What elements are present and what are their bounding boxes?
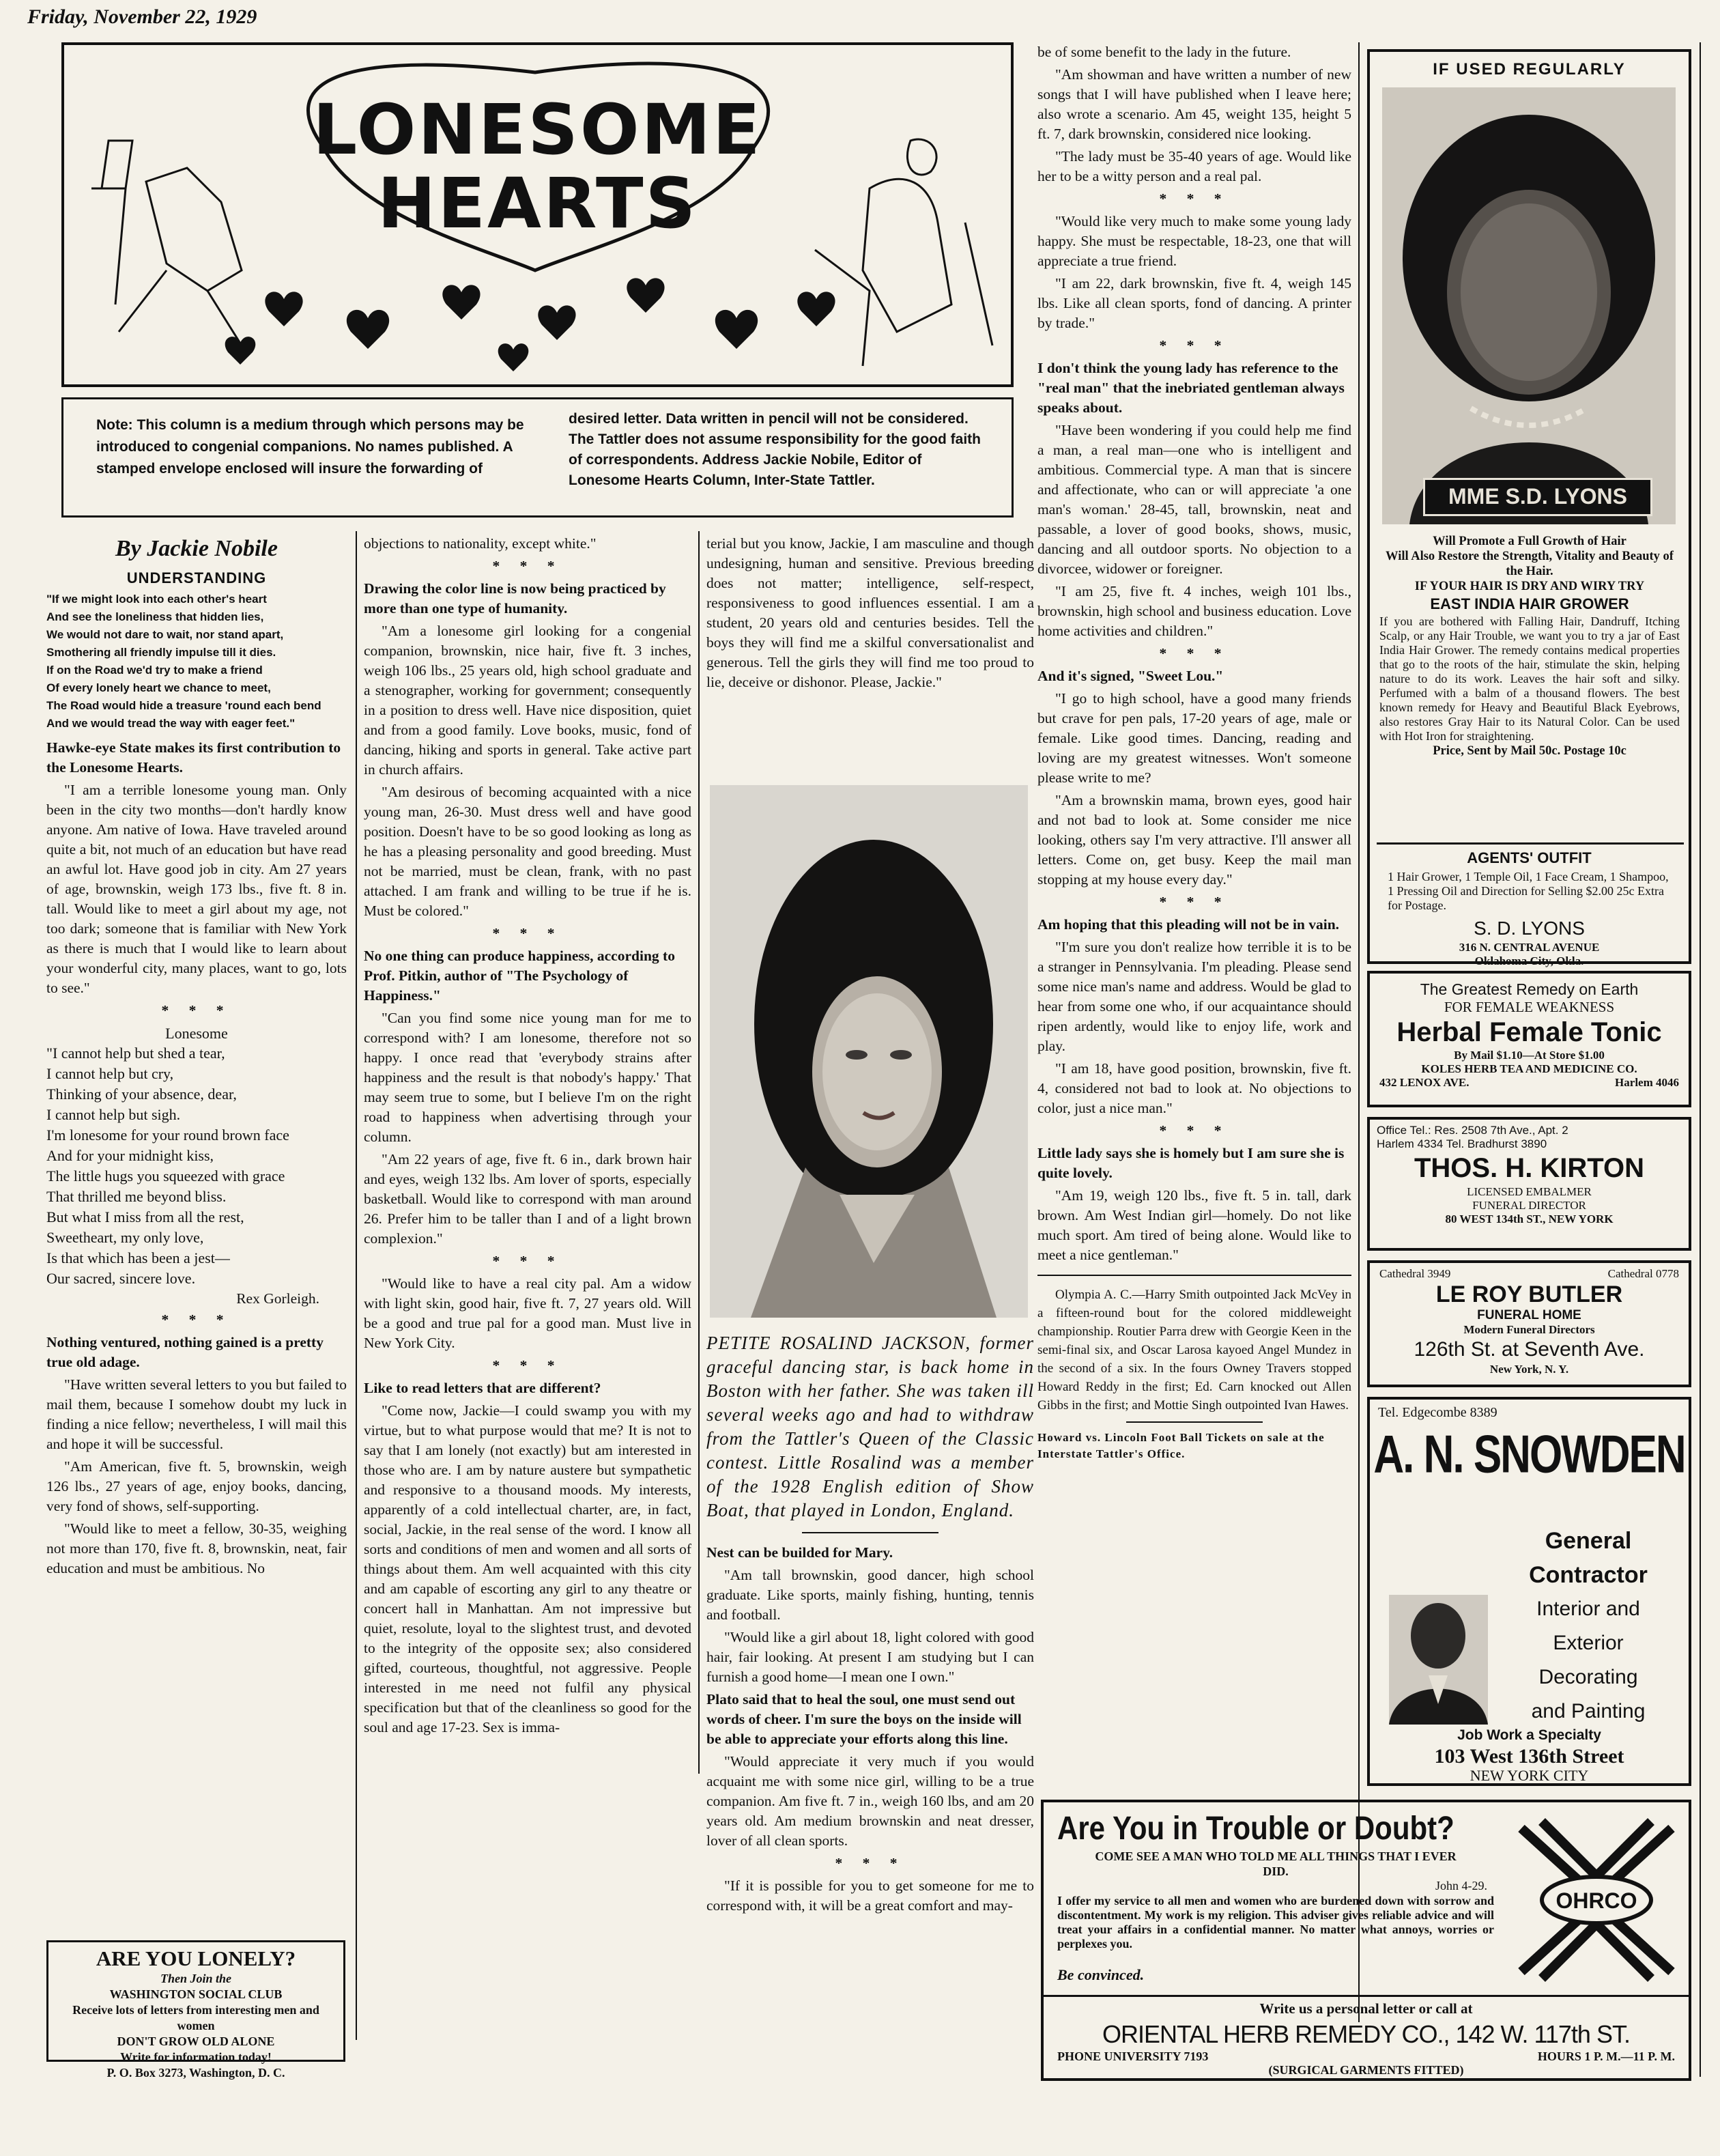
poem-line: And for your midnight kiss,	[46, 1147, 214, 1164]
letter-paragraph: "I'm sure you don't realize how terrible it is to be a stranger in Pennsylvania. I'm pleading. Please send some nice man's name and address. Would be glad to hear from some one who, if our acquaintance should ripen ardently, would like to enjoy life, work and play.	[1037, 939, 1351, 1054]
column-3-bottom	[706, 1331, 1034, 1918]
separator-stars: * * *	[1159, 1122, 1230, 1139]
ad-line: General	[1545, 1528, 1632, 1554]
ad-herbal-tonic	[1367, 971, 1691, 1107]
ad-phones-row	[1370, 1263, 1689, 1281]
poem-line: We would not dare to wait, nor stand apart,	[46, 628, 284, 641]
rule	[1126, 1421, 1263, 1423]
ad-line: Job Work a Specialty	[1457, 1727, 1601, 1743]
subhead: Little lady says she is homely but I am sure she is quite lovely.	[1037, 1145, 1345, 1181]
ad-address: 432 LENOX AVE.	[1379, 1076, 1470, 1089]
ad-line: WASHINGTON SOCIAL CLUB	[109, 1987, 283, 2001]
ad-phone: Harlem 4046	[1615, 1076, 1679, 1089]
note-left: Note: This column is a medium through which persons may be introduced to congenial companions. No names published. A stamped envelope enclosed will insure the forwarding of	[96, 417, 524, 477]
ohrco-logo	[1515, 1815, 1678, 1985]
ad-snowden	[1367, 1397, 1691, 1786]
letter-paragraph: objections to nationality, except white."	[364, 535, 597, 552]
ad-line: Will Also Restore the Strength, Vitality and Beauty of the Hair.	[1386, 550, 1674, 578]
poem-line: "If we might look into each other's heart	[46, 593, 267, 606]
letter-paragraph: "I am 22, dark brownskin, five ft. 4, weigh 145 lbs. Like all clean sports, fond of dancing. A printer by trade."	[1037, 275, 1351, 331]
letter-paragraph: "Would like to have a real city pal. Am a widow with light skin, good hair, five ft. 7, 27 years old. Will be a good and true pal for a good man. Must live in New York City.	[364, 1275, 691, 1351]
letter-paragraph: "Am tall brownskin, good dancer, high school graduate. Like sports, mainly fishing, hunting, tennis and football.	[706, 1567, 1034, 1623]
ad-line: Contractor	[1529, 1562, 1648, 1588]
photo-caption: PETITE ROSALIND JACKSON, former graceful dancing star, is back home in Boston with her father. She was taken ill several weeks ago and had to withdraw from the Tattler's Queen of the Classic contest. Little Rosalind was a member of the 1928 English edition of Show Boat, that played in London, England.	[706, 1333, 1034, 1520]
ad-phone: Cathedral 3949	[1379, 1267, 1451, 1280]
ad-product: Herbal Female Tonic	[1396, 1017, 1662, 1047]
ad-services	[1493, 1524, 1684, 1729]
ad-line: FUNERAL HOME	[1477, 1308, 1581, 1322]
letter-paragraph: "Am desirous of becoming acquainted with a nice young man, 26-30. Must dress well and have good position. Doesn't have to be so good looking as long as he has a pleasing personality and good breeding. Must not be married, must be clean, frank, with no past attached. I am frank and willing to be true if he is. Must be colored."	[364, 784, 691, 919]
ad-line: By Mail $1.10—At Store $1.00	[1454, 1049, 1605, 1062]
ad-leroy-butler	[1367, 1260, 1691, 1387]
ad-line: Then Join the	[160, 1972, 232, 1985]
letter-paragraph: "I am a terrible lonesome young man. Only been in the city two months—don't hardly know anyone. Am native of Iowa. Have traveled around quite a bit, not much of an education but have read an awful lot. Have good job in city. Am 27 years of age, brownskin, weigh 173 lbs., five ft. 8 in. tall. Would like to meet a girl about my age, not too dark; someone that is familiar with New York as there is much that I would like to learn about your wonderful city, many places, want to go, lots to see."	[46, 782, 347, 996]
ad-city: NEW YORK CITY	[1470, 1767, 1589, 1784]
ad-line: The Greatest Remedy on Earth	[1420, 980, 1639, 998]
poem-line: "I cannot help but shed a tear,	[46, 1045, 225, 1062]
letter-paragraph: "I am 18, have good position, brownskin, five ft. 4, considered not bad to look at. No objections to color, just a nice man."	[1037, 1060, 1351, 1116]
ad-line: Write for information today!	[120, 2050, 272, 2064]
ad-quote: COME SEE A MAN WHO TOLD ME ALL THINGS THAT I EVER DID.	[1095, 1849, 1457, 1878]
ad-address: 103 West 136th Street	[1434, 1745, 1624, 1768]
ad-line: Receive lots of letters from interesting men and women	[72, 2003, 319, 2032]
poem-line: Sweetheart, my only love,	[46, 1229, 204, 1246]
ad-line: FOR FEMALE WEAKNESS	[1444, 999, 1615, 1015]
poem-line: If on the Road we'd try to make a friend	[46, 664, 263, 677]
rule	[1037, 1275, 1351, 1276]
poem-line: Smothering all friendly impulse till it dies.	[46, 646, 276, 659]
ad-body	[1379, 534, 1680, 758]
ad-line: (SURGICAL GARMENTS FITTED)	[1268, 2063, 1464, 2077]
subhead: And it's signed, "Sweet Lou."	[1037, 668, 1224, 684]
letter-paragraph: "Am a lonesome girl looking for a congenial companion, brownskin, nice hair, five ft. 3 inches, weigh 106 lbs., 25 years old, high school graduate and a stenographer, working for government; consequently in a position to dress well. Have nice disposition, quiet and from a good family. Love books, music, fond of dancing, hiking and sports in general. Take active part in church affairs.	[364, 623, 691, 778]
ad-kirton	[1367, 1117, 1691, 1251]
separator-stars: * * *	[492, 1357, 563, 1374]
letter-paragraph: "Would like to meet a fellow, 30-35, weighing not more than 170, five ft. 8, brownskin, neat, fair education and must be ambitious. No	[46, 1520, 347, 1576]
dateline: Friday, November 22, 1929	[27, 5, 257, 28]
ad-sd-lyons	[1367, 49, 1691, 967]
ad-are-you-lonely	[46, 1940, 345, 2080]
poem-signature: Rex Gorleigh.	[236, 1290, 319, 1307]
poem-line: I cannot help but cry,	[46, 1065, 174, 1082]
letter-paragraph: terial but you know, Jackie, I am masculine and though undesigning, human and sensitive. Previous breeding does not matter; intelligence, self-respect, responsiveness to good influences essential. I am a student, 20 years old and centuries besides. Tell the boys they will find me a skilful conversationalist and generous. Tell the girls they will find me too proud to lie, deceive or dishonor. Please, Jackie."	[706, 535, 1034, 690]
banner-title-line2: HEARTS	[377, 163, 698, 244]
ad-ohrco	[1041, 1800, 1691, 2081]
separator-stars: * * *	[492, 558, 563, 574]
poem-line: And we would tread the way with eager feet."	[46, 717, 296, 730]
ad-hours: HOURS 1 P. M.—11 P. M.	[1537, 2049, 1675, 2063]
ad-name: LE ROY BUTLER	[1435, 1281, 1623, 1307]
separator-stars: * * *	[1159, 190, 1230, 207]
photo-rosalind-jackson	[710, 785, 1028, 1318]
poem-line: The Road would hide a treasure 'round each bend	[46, 699, 321, 712]
poem-title-understanding: UNDERSTANDING	[126, 569, 267, 586]
ad-line: and Painting	[1531, 1700, 1646, 1722]
byline: By Jackie Nobile	[115, 536, 278, 561]
ad-price: Price, Sent by Mail 50c. Postage 10c	[1433, 744, 1626, 758]
letter-paragraph: "Would like very much to make some young lady happy. She must be respectable, 18-23, one that will appreciate a true friend.	[1037, 213, 1351, 269]
separator-stars: * * *	[161, 1002, 232, 1019]
letter-paragraph: "Would appreciate it very much if you would acquaint me with some nice girl, willing to be a true companion. Am five ft. 7 in., weigh 160 lbs, and am 20 years old. Am medium brownskin and neat dresser, lover of all clean sports.	[706, 1753, 1034, 1849]
letter-paragraph: "Am showman and have written a number of new songs that I will have published when I leave here; also wrote a scenario. Am 45, weight 135, height 5 ft. 7, dark brownskin, considered nice looking.	[1037, 66, 1351, 142]
separator-stars: * * *	[835, 1855, 906, 1871]
ad-line: Write us a personal letter or call at	[1259, 2000, 1473, 2017]
ad-company: S. D. LYONS	[1474, 918, 1585, 939]
poem-title-lonesome: Lonesome	[165, 1025, 228, 1042]
poem-lonesome	[46, 1043, 347, 1289]
contractor-photo	[1389, 1595, 1488, 1725]
letter-paragraph: "Would like a girl about 18, light colored with good hair, fair looking. At present I am studying but I can furnish a good home—I mean one I own."	[706, 1629, 1034, 1685]
ad-address-row	[1370, 1076, 1689, 1090]
poem-line: But what I miss from all the rest,	[46, 1208, 244, 1225]
name-plate: MME S.D. LYONS	[1423, 478, 1652, 516]
poem-line: I cannot help but sigh.	[46, 1106, 181, 1123]
letter-paragraph: "I am 25, five ft. 4 inches, weigh 101 lbs., brownskin, high school and business education. Love home activities and children."	[1037, 583, 1351, 639]
column-rule	[1358, 42, 1360, 2022]
banner-illustration	[61, 42, 1014, 387]
ad-company: ORIENTAL HERB REMEDY CO., 142 W. 117th ST.	[1102, 2020, 1630, 2048]
ad-reference: John 4-29.	[1435, 1879, 1487, 1892]
separator-stars: * * *	[161, 1311, 232, 1328]
ad-address: 316 N. CENTRAL AVENUE	[1459, 941, 1600, 954]
ad-name: A. N. SNOWDEN	[1373, 1425, 1685, 1484]
ad-line: Harlem 4334 Tel. Bradhurst 3890	[1377, 1137, 1547, 1150]
subhead: Drawing the color line is now being practiced by more than one type of humanity.	[364, 580, 666, 616]
ad-title: ARE YOU LONELY?	[96, 1946, 296, 1970]
letter-paragraph: "Am 22 years of age, five ft. 6 in., dark brown hair and eyes, weigh 132 lbs. Am lover of sports, especially basketball. Would like to correspond with man around 26. Prefer him to be taller than I and of a light brown complexion."	[364, 1151, 691, 1247]
poem-understanding	[46, 591, 347, 733]
ad-address: 80 WEST 134th ST., NEW YORK	[1445, 1212, 1614, 1225]
ad-address: 126th St. at Seventh Ave.	[1414, 1338, 1645, 1361]
ad-product: EAST INDIA HAIR GROWER	[1430, 595, 1629, 612]
portrait-drawing	[1382, 87, 1676, 524]
poem-line: And see the loneliness that hidden lies,	[46, 610, 264, 623]
letter-paragraph: "Come now, Jackie—I could swamp you with my virtue, but to what purpose would that me? It is not to say that I am lonely (not exactly) but am interested in those who are. I am by nature austere but sympathetic and responsive to a thousand moods. My interests, apparently of a cold intellectual charter, are, in fact, social, Jackie, in the real sense of the word. I know all sorts and conditions of men and women and all sorts of things about them. Am well acquainted with this city and am capable of escorting any girl to any theatre or concert hall in Manhattan. Am not impressive but quiet, resolute, loyal to the slightest trust, and devoted to the integrity of the opposite sex; also considered gifted, courteous, thoughtful, not aggressive. People interested in me need not fulfil any physical specification but that of the cleanliness so good for the soul and age 17-23. Sex is imma-	[364, 1402, 691, 1735]
column-2	[364, 534, 691, 1740]
ad-phone: Tel. Edgecombe 8389	[1378, 1405, 1497, 1420]
ad-line: Exterior	[1553, 1632, 1624, 1654]
subhead: Am hoping that this pleading will not be in vain.	[1037, 916, 1340, 933]
ad-convinced: Be convinced.	[1057, 1966, 1145, 1983]
letter-paragraph: "The lady must be 35-40 years of age. Would like her to be a witty person and a real pal.	[1037, 148, 1351, 184]
column-4	[1037, 42, 1351, 1465]
column-1	[46, 534, 347, 1581]
agents-title: AGENTS' OUTFIT	[1467, 849, 1592, 866]
ad-line: KOLES HERB TEA AND MEDICINE CO.	[1421, 1062, 1637, 1075]
ad-header: IF USED REGULARLY	[1433, 60, 1626, 79]
portrait-drawing	[710, 785, 1028, 1318]
ad-name: THOS. H. KIRTON	[1414, 1153, 1645, 1183]
ad-line: Modern Funeral Directors	[1463, 1323, 1595, 1336]
subhead: Nest can be builded for Mary.	[706, 1544, 893, 1561]
separator-stars: * * *	[1159, 894, 1230, 910]
letter-paragraph: "Can you find some nice young man for me to correspond with? I am lonesome, therefore not so happy. I once read that 'everybody strains after happiness and the result is that nobody's happy.' That may seem true to some, but I believe I'm on the right road to happiness when advertising through your column.	[364, 1010, 691, 1145]
letter-paragraph: "Have written several letters to you but failed to mail them, because I somehow doubt my luck in finding a nice fellow; nevertheless, I will mail this and hope it will be successful.	[46, 1376, 347, 1452]
letter-paragraph: "Am American, five ft. 5, brownskin, weigh 126 lbs., 27 years of age, enjoy books, dancing, very fond of shows, self-supporting.	[46, 1458, 347, 1514]
poem-line: Our sacred, sincere love.	[46, 1270, 196, 1287]
ohrco-logo-text: OHRCO	[1556, 1888, 1637, 1913]
ad-line: IF YOUR HAIR IS DRY AND WIRY TRY	[1414, 580, 1645, 593]
note-box	[61, 397, 1014, 517]
portrait-mme-lyons	[1382, 87, 1676, 524]
ad-description: If you are bothered with Falling Hair, Dandruff, Itching Scalp, or any Hair Trouble, we want you to try a jar of East India Hair Grower. The remedy contains medical properties that go to the roots of the hair, stimulate the skin, helping nature to do its work. Leaves the hair soft and silky. Perfumed with a balm of a thousand flowers. The best known remedy for Heavy and Beautiful Black Eyebrows, also restores Gray Hair to its Natural Color. Can be used with Hot Iron for straightening.	[1379, 614, 1680, 743]
sports-paragraph: Olympia A. C.—Harry Smith outpointed Jack McVey in a fifteen-round bout for the colored middleweight championship. Routier Parra drew with Georgie Keen in the semi-final six, and Oscar Larosa kayoed Angel Mundez in the second of a six. In the fours Owney Travers stopped Howard Reddy in the first; Ed. Carn knocked out Allen Gibbs in the first; and Mottie Singh outpointed Ivan Hawes.	[1037, 1288, 1351, 1413]
note-right: desired letter. Data written in pencil will not be considered. The Tattler does not assume responsibility for the good faith of correspondents. Address Jackie Nobile, Editor of Lonesome Hearts Column, Inter-State Tattler.	[569, 411, 981, 488]
letter-paragraph: "Am a brownskin mama, brown eyes, good hair and not bad to look at. Some consider me nice looking, others say I'm very attractive. I'll answer all letters. Come on, get busy. Keep the mail man stopping at my house every day."	[1037, 792, 1351, 888]
column-3-top	[706, 534, 1034, 695]
ad-city: New York, N. Y.	[1489, 1363, 1569, 1376]
poem-line: I'm lonesome for your round brown face	[46, 1126, 289, 1144]
ad-description: I offer my service to all men and women who are burdened down with sorrow and discontentment. My work is my religion. This adviser gives reliable advice and will treat your affairs in a confidential manner. No matter what annoys, worries or perplexes you.	[1057, 1894, 1494, 1951]
subhead: Hawke-eye State makes its first contribution to the Lonesome Hearts.	[46, 739, 341, 776]
ad-line: Office Tel.: Res. 2508 7th Ave., Apt. 2	[1377, 1124, 1568, 1137]
rule	[1044, 1995, 1689, 1997]
ad-line: LICENSED EMBALMER	[1467, 1185, 1592, 1198]
subhead: I don't think the young lady has reference to the "real man" that the inebriated gentleman always speaks about.	[1037, 360, 1345, 416]
letter-paragraph: "If it is possible for you to get someone for me to correspond with, it will be a great comfort and may-	[706, 1877, 1034, 1914]
letter-paragraph: "Am 19, weigh 120 lbs., five ft. 5 in. tall, dark brown. Am West Indian girl—homely. Do not like much sport. Am tired of being alone. Would like to meet a nice gentleman."	[1037, 1187, 1351, 1263]
ad-line: Decorating	[1538, 1666, 1638, 1688]
separator-stars: * * *	[492, 1253, 563, 1269]
poem-line: Thinking of your absence, dear,	[46, 1086, 237, 1103]
poem-line: Is that which has been a jest—	[46, 1249, 230, 1266]
letter-paragraph: "I go to high school, have a good many friends but crave for pen pals, 17-20 years of age, male or female. Like good times. Dancing, reading and loving are my greatest witnesses. Won't someone please write to me?	[1037, 690, 1351, 786]
ad-phone: PHONE UNIVERSITY 7193	[1057, 2049, 1209, 2063]
agents-text: 1 Hair Grower, 1 Temple Oil, 1 Face Cream, 1 Shampoo, 1 Pressing Oil and Direction for Selling $2.00 25c Extra for Postage.	[1388, 870, 1669, 912]
right-edge-rule	[1700, 42, 1701, 2077]
banner-title-line1: LONESOME	[313, 89, 762, 171]
ad-line: FUNERAL DIRECTOR	[1472, 1199, 1586, 1212]
column-rule	[356, 531, 357, 2040]
subhead: Nothing ventured, nothing gained is a pretty true old adage.	[46, 1334, 324, 1370]
poem-line: The little hugs you squeezed with grace	[46, 1167, 285, 1185]
poem-line: Of every lonely heart we chance to meet,	[46, 681, 271, 694]
ad-line: P. O. Box 3273, Washington, D. C.	[106, 2066, 285, 2080]
subhead: Plato said that to heal the soul, one must send out words of cheer. I'm sure the boys on the inside will be able to appreciate your efforts along this line.	[706, 1691, 1022, 1747]
ad-line: Interior and	[1536, 1598, 1640, 1620]
ad-city: Oklahoma City, Okla.	[1474, 954, 1584, 967]
separator-stars: * * *	[1159, 645, 1230, 662]
rule	[802, 1532, 938, 1533]
rule	[1377, 842, 1684, 845]
ad-line: Will Promote a Full Growth of Hair	[1433, 535, 1626, 548]
separator-stars: * * *	[1159, 337, 1230, 354]
column-rule	[698, 531, 700, 1774]
portrait-drawing	[1389, 1595, 1488, 1725]
ad-phone: Cathedral 0778	[1607, 1267, 1679, 1280]
ad-line: DON'T GROW OLD ALONE	[117, 2034, 275, 2048]
ad-title: Are You in Trouble or Doubt?	[1057, 1809, 1454, 1847]
letter-paragraph: be of some benefit to the lady in the future.	[1037, 44, 1291, 60]
separator-stars: * * *	[492, 925, 563, 941]
letter-paragraph: "Have been wondering if you could help me find a man, a real man—one who is intelligent and ambitious. Commercial type. A man that is sincere and affectionate, who can or will appreciate 'a one man's woman.' 28-45, tall, brownskin, neat and passable, a lover of good books, shows, music, dancing and all outdoor sports. No objection to a divorcee, widower or foreigner.	[1037, 422, 1351, 577]
subhead: Like to read letters that are different?	[364, 1380, 601, 1396]
poem-line: That thrilled me beyond bliss.	[46, 1188, 227, 1205]
ticket-notice: Howard vs. Lincoln Foot Ball Tickets on sale at the Interstate Tattler's Office.	[1037, 1431, 1325, 1460]
subhead: No one thing can produce happiness, according to Prof. Pitkin, author of "The Psychology of Happiness."	[364, 948, 675, 1004]
